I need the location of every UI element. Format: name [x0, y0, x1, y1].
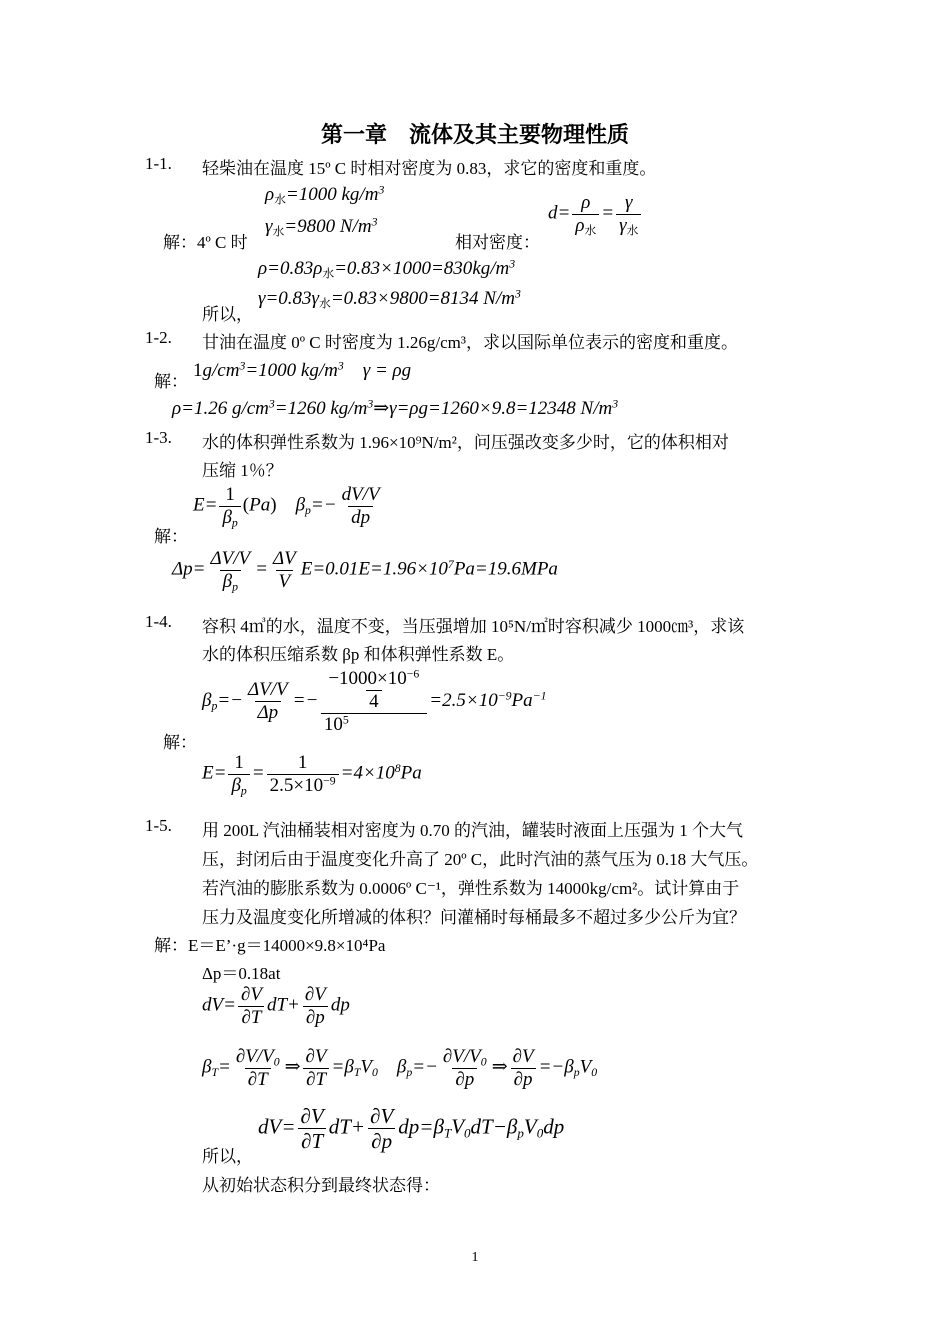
- label: 从初始状态积分到最终状态得：: [202, 1176, 440, 1195]
- formula: $\rho_水=1000$ $kg/m^3$: [265, 183, 385, 207]
- problem-number: 1-3.: [145, 428, 172, 447]
- problem-number: 1-1.: [145, 154, 172, 173]
- problem-text: 压，封闭后由于温度变化升高了 20º C，此时汽油的蒸气压为 0.18 大气压。: [202, 850, 759, 869]
- label: Δp＝0.18at: [202, 964, 281, 983]
- formula: $\beta_p=-$ $\frac{\Delta V/V}{\Delta p}$ =− $\frac{\frac{-1000\times 10^{-6}}{4}}{10^5}$ $=2.5\times 10^{-9}Pa^{-1}$: [202, 667, 547, 735]
- label: 相对密度：: [455, 233, 540, 252]
- problem-text: 容积 4㎥的水，温度不变，当压强增加 10⁵N/㎡时容积减少 1000㎝³，求该: [202, 617, 745, 636]
- page-title: 第一章 流体及其主要物理性质: [320, 122, 629, 147]
- problem-text: 压缩 1％？: [202, 461, 283, 480]
- label: 所以，: [202, 305, 253, 324]
- page-number: 1: [471, 1250, 479, 1265]
- problem-text: 轻柴油在温度 15º C 时相对密度为 0.83，求它的密度和重度。: [202, 159, 657, 178]
- solution-label: 解：: [154, 372, 188, 391]
- formula: $\beta_T=$ $\frac{\partial V/V_0}{\partial T}$ ⇒ $\frac{\partial V}{\partial T}$ $=\beta_TV_0$ $\beta_p=-$ $\frac{\partial V/V_0}{\partial p}$ ⇒ $\frac{\partial V}{\partial p}$ $=-\beta_pV_0$: [202, 1046, 598, 1090]
- solution-label: 解：4º C 时: [163, 233, 248, 252]
- problem-number: 1-2.: [145, 328, 172, 347]
- problem-number: 1-5.: [145, 816, 172, 835]
- solution-label: 解：: [154, 527, 188, 546]
- solution-label: 解：: [163, 733, 197, 752]
- formula: $1g/cm^3=1000$ $kg/m^3$ γ = ρg: [193, 359, 412, 381]
- formula: E= $\frac{1}{\beta_p}$ = $\frac{1}{2.5\times 10^{-9}}$ $=4\times 10^8Pa$: [202, 752, 422, 798]
- problem-text: 甘油在温度 0º C 时密度为 1.26g/cm³，求以国际单位表示的密度和重度。: [202, 333, 738, 352]
- formula: d= $\frac{\rho}{\rho_水}$ = $\frac{\gamma}{\gamma_水}$: [548, 192, 643, 237]
- formula: ρ=1.26 $g/cm^3=1260$ $kg/m^3\Rightarrow\gamma=\rho g=1260\times 9.8=12348$ $N/m^3$: [172, 397, 619, 419]
- problem-text: 若汽油的膨胀系数为 0.0006º C⁻¹，弹性系数为 14000kg/cm²。试计算由于: [202, 879, 740, 898]
- problem-text: 压力及温度变化所增减的体积？问灌桶时每桶最多不超过多少公斤为宜？: [202, 908, 746, 927]
- formula: E= $\frac{1}{\beta_p}$ (Pa) $\beta_p=-$ $\frac{dV/V}{dp}$: [193, 484, 380, 530]
- problem-text: 水的体积压缩系数 βp 和体积弹性系数 E。: [202, 645, 515, 664]
- formula: dV= $\frac{\partial V}{\partial T}$ dT+ $\frac{\partial V}{\partial p}$ $dp=\beta_TV_0dT-\beta_pV_0dp$: [258, 1104, 565, 1154]
- problem-text: 水的体积弹性系数为 1.96×10⁹N/m²，问压强改变多少时，它的体积相对: [202, 433, 729, 452]
- formula: $\rho=0.83\rho_水=0.83\times 1000=830kg/m^3$: [258, 257, 516, 281]
- problem-number: 1-4.: [145, 612, 172, 631]
- formula: dV= $\frac{\partial V}{\partial T}$ dT+ $\frac{\partial V}{\partial p}$ dp: [202, 984, 350, 1028]
- label: 所以，: [202, 1147, 253, 1166]
- formula: Δp= $\frac{\Delta V/V}{\beta_p}$ = $\frac{\Delta V}{V}$ $E=0.01E=1.96\times 10^7Pa=19.6MPa$: [172, 548, 558, 594]
- solution-label: 解：E＝E’·g＝14000×9.8×10⁴Pa: [154, 936, 386, 955]
- formula: $\gamma=0.83\gamma_水=0.83\times 9800=8134$ $N/m^3$: [258, 287, 521, 311]
- formula: $\gamma_水=9800$ $N/m^3$: [265, 215, 378, 239]
- problem-text: 用 200L 汽油桶装相对密度为 0.70 的汽油，罐装时液面上压强为 1 个大气: [202, 821, 744, 840]
